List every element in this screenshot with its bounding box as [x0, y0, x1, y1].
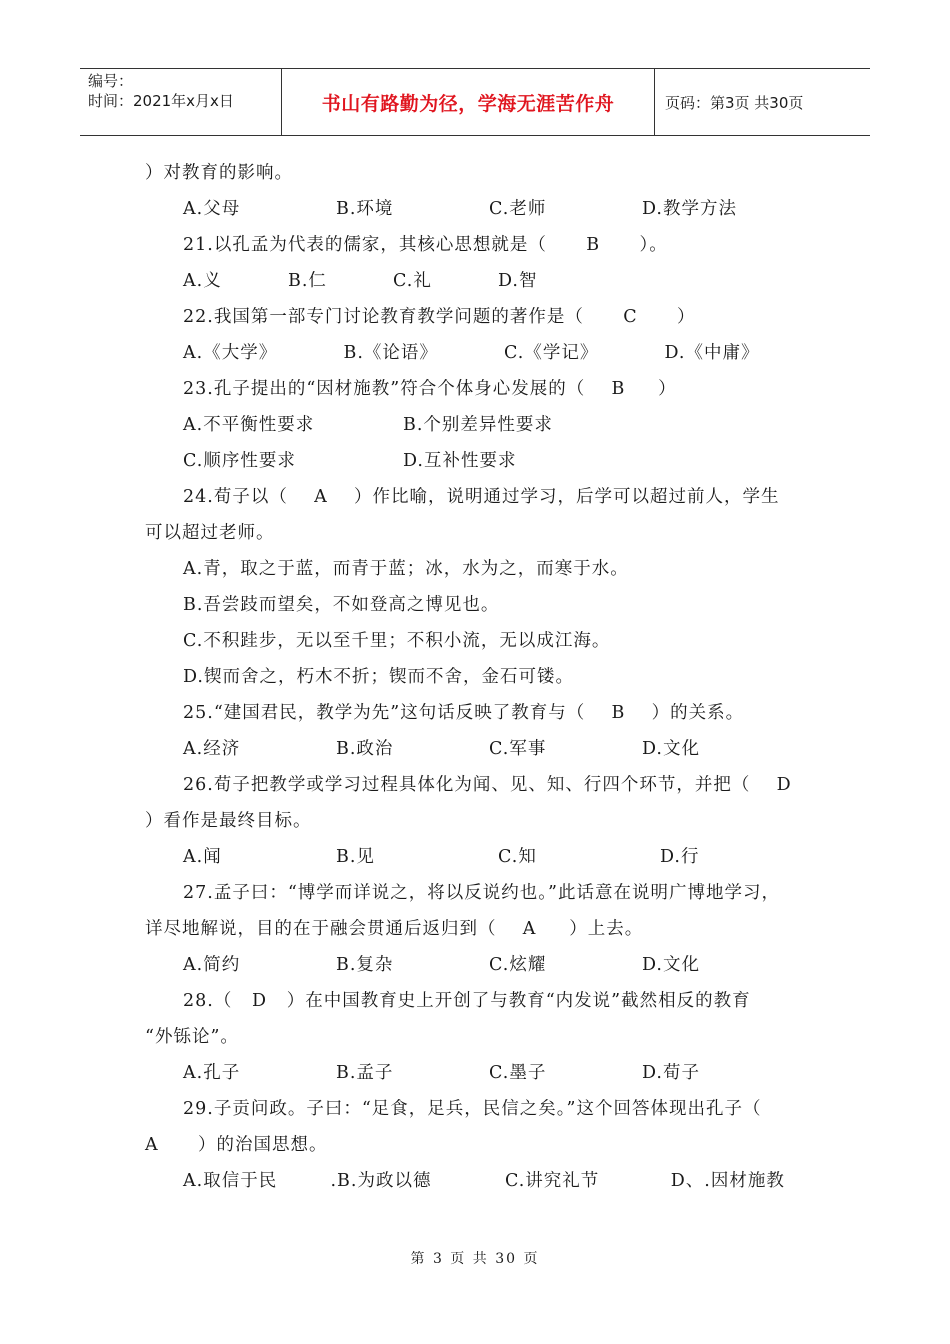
option-row	[145, 335, 825, 371]
option-item: C.顺序性要求	[183, 451, 296, 471]
option-item: A.《大学》	[183, 343, 278, 363]
option-row	[145, 407, 825, 443]
option-item: C.讲究礼节	[504, 1171, 600, 1191]
option-item: C.墨子	[489, 1063, 547, 1083]
option-item: C.知	[498, 847, 537, 867]
document-number-label: 编号：	[88, 72, 134, 90]
option-item: .B.为政以德	[330, 1171, 432, 1191]
text-line: 可以超过老师。	[145, 523, 275, 543]
option-row	[145, 263, 825, 299]
text-line: D.锲而舍之，朽木不折；锲而不舍，金石可镂。	[183, 667, 574, 687]
text-line: “外铄论”。	[145, 1027, 239, 1047]
text-line: 28.（ D ）在中国教育史上开创了与教育“内发说”截然相反的教育	[183, 991, 751, 1011]
text-line: C.不积跬步，无以至千里；不积小流，无以成江海。	[183, 631, 611, 651]
option-row	[145, 1163, 825, 1199]
option-item: B.个别差异性要求	[403, 415, 553, 435]
option-item: A.取信于民	[183, 1171, 278, 1191]
page-footer: 第 3 页 共 30 页	[410, 1251, 540, 1267]
option-item: A.不平衡性要求	[183, 415, 315, 435]
text-line: ）对教育的影响。	[145, 163, 293, 183]
text-line: 22.我国第一部专门讨论教育教学问题的著作是（ C ）	[183, 307, 696, 327]
option-row	[145, 1055, 825, 1091]
text-line: 详尽地解说，目的在于融会贯通后返归到（ A ）上去。	[145, 919, 644, 939]
option-item: A.闻	[183, 847, 222, 867]
text-line: 23.孔子提出的“因材施教”符合个体身心发展的（ B ）	[183, 379, 677, 399]
option-item: C.炫耀	[489, 955, 547, 975]
option-item: D.文化	[642, 955, 700, 975]
text-line: ）看作是最终目标。	[145, 811, 312, 831]
option-item: B.见	[336, 847, 375, 867]
option-item: C.礼	[393, 271, 432, 291]
option-item: D.教学方法	[642, 199, 737, 219]
option-row	[145, 839, 825, 875]
option-item: D.荀子	[642, 1063, 700, 1083]
option-row	[145, 947, 825, 983]
document-time-label: 时间：2021年x月x日	[88, 92, 234, 110]
option-item: D.《中庸》	[664, 343, 760, 363]
text-line: A ）的治国思想。	[145, 1135, 328, 1155]
option-item: B.复杂	[336, 955, 394, 975]
option-item: C.老师	[489, 199, 547, 219]
option-item: D.智	[498, 271, 538, 291]
text-line: B.吾尝跂而望矣，不如登高之博见也。	[183, 595, 500, 615]
option-item: A.义	[183, 271, 222, 291]
option-item: C.《学记》	[504, 343, 599, 363]
option-item: B.环境	[336, 199, 394, 219]
option-item: A.经济	[183, 739, 241, 759]
option-item: D.行	[660, 847, 700, 867]
text-line: 26.荀子把教学或学习过程具体化为闻、见、知、行四个环节，并把（ D	[183, 775, 792, 795]
text-line: 24.荀子以（ A ）作比喻，说明通过学习，后学可以超过前人，学生	[183, 487, 780, 507]
option-item: D.文化	[642, 739, 700, 759]
option-item: B.《论语》	[343, 343, 438, 363]
header-page-info: 页码：第3页 共30页	[665, 93, 804, 112]
option-item: D、.因材施教	[670, 1171, 785, 1191]
page-header	[80, 68, 870, 136]
option-item: D.互补性要求	[403, 451, 517, 471]
option-row	[145, 443, 825, 479]
option-item: A.父母	[183, 199, 241, 219]
text-line: 27.孟子曰：“博学而详说之，将以反说约也。”此话意在说明广博地学习，	[183, 883, 780, 903]
option-item: C.军事	[489, 739, 547, 759]
option-item: A.简约	[183, 955, 241, 975]
option-item: A.孔子	[183, 1063, 241, 1083]
document-body	[145, 155, 825, 1199]
text-line: A.青，取之于蓝，而青于蓝；冰，水为之，而寒于水。	[183, 559, 629, 579]
text-line: 29.子贡问政。子曰：“足食，足兵，民信之矣。”这个回答体现出孔子（	[183, 1099, 762, 1119]
text-line: 21.以孔孟为代表的儒家，其核心思想就是（ B ）。	[183, 235, 668, 255]
option-row	[145, 731, 825, 767]
header-meta	[80, 69, 282, 135]
option-item: B.仁	[288, 271, 327, 291]
header-motto: 书山有路勤为径，学海无涯苦作舟	[282, 69, 655, 135]
text-line: 25.“建国君民，教学为先”这句话反映了教育与（ B ）的关系。	[183, 703, 745, 723]
option-item: B.政治	[336, 739, 394, 759]
option-item: B.孟子	[336, 1063, 394, 1083]
option-row	[145, 191, 825, 227]
